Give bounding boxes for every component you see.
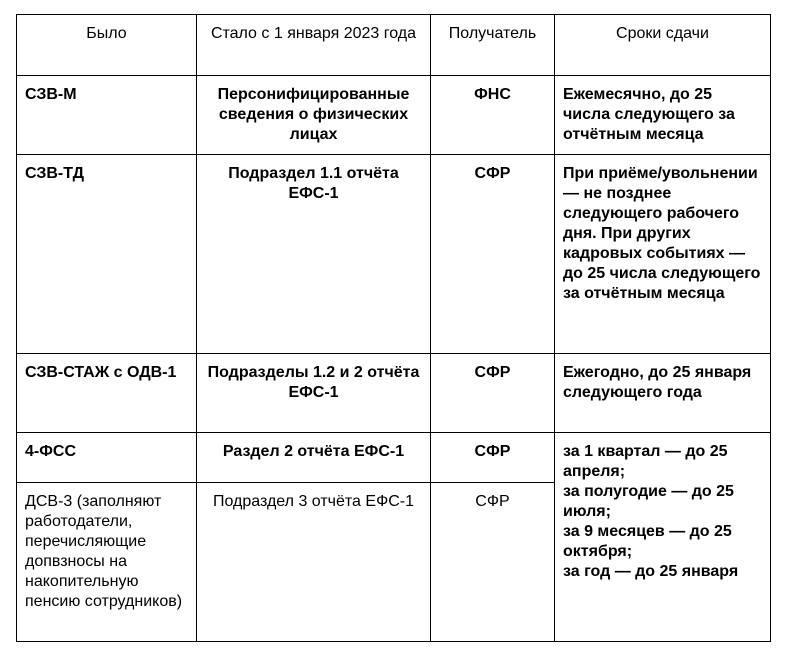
cell-old-form: СЗВ-М [17,76,197,155]
header-new: Стало с 1 января 2023 года [197,15,431,76]
cell-recipient: СФР [431,354,555,433]
cell-new-form: Раздел 2 отчёта ЕФС-1 [197,433,431,483]
cell-old-form: ДСВ-3 (заполняют работодатели, перечисляющие допвзносы на накопительную пенсию сотрудников) [17,483,197,642]
cell-recipient: ФНС [431,76,555,155]
reporting-changes-table [16,14,771,642]
cell-deadline: При приёме/увольнении — не позднее следующего рабочего дня. При других кадровых событиях — до 25 числа следующего за отчётным месяца [555,155,771,354]
cell-deadline-quarterly: за 1 квартал — до 25 апреля; за полугодие — до 25 июля; за 9 месяцев — до 25 октября; за год — до 25 января [555,433,771,642]
cell-deadline: Ежегодно, до 25 января следующего года [555,354,771,433]
table-row [17,354,771,433]
table-row [17,433,771,483]
cell-new-form: Подраздел 3 отчёта ЕФС-1 [197,483,431,642]
cell-recipient: СФР [431,483,555,642]
cell-deadline: Ежемесячно, до 25 числа следующего за отчётным месяца [555,76,771,155]
header-deadline: Сроки сдачи [555,15,771,76]
cell-old-form: СЗВ-СТАЖ с ОДВ-1 [17,354,197,433]
table-row [17,155,771,354]
cell-old-form: СЗВ-ТД [17,155,197,354]
header-old: Было [17,15,197,76]
table-header-row [17,15,771,76]
cell-recipient: СФР [431,433,555,483]
cell-new-form: Подраздел 1.1 отчёта ЕФС-1 [197,155,431,354]
cell-old-form: 4-ФСС [17,433,197,483]
cell-recipient: СФР [431,155,555,354]
cell-new-form: Подразделы 1.2 и 2 отчёта ЕФС-1 [197,354,431,433]
table-row [17,76,771,155]
header-recipient: Получатель [431,15,555,76]
cell-new-form: Персонифицированные сведения о физических лицах [197,76,431,155]
